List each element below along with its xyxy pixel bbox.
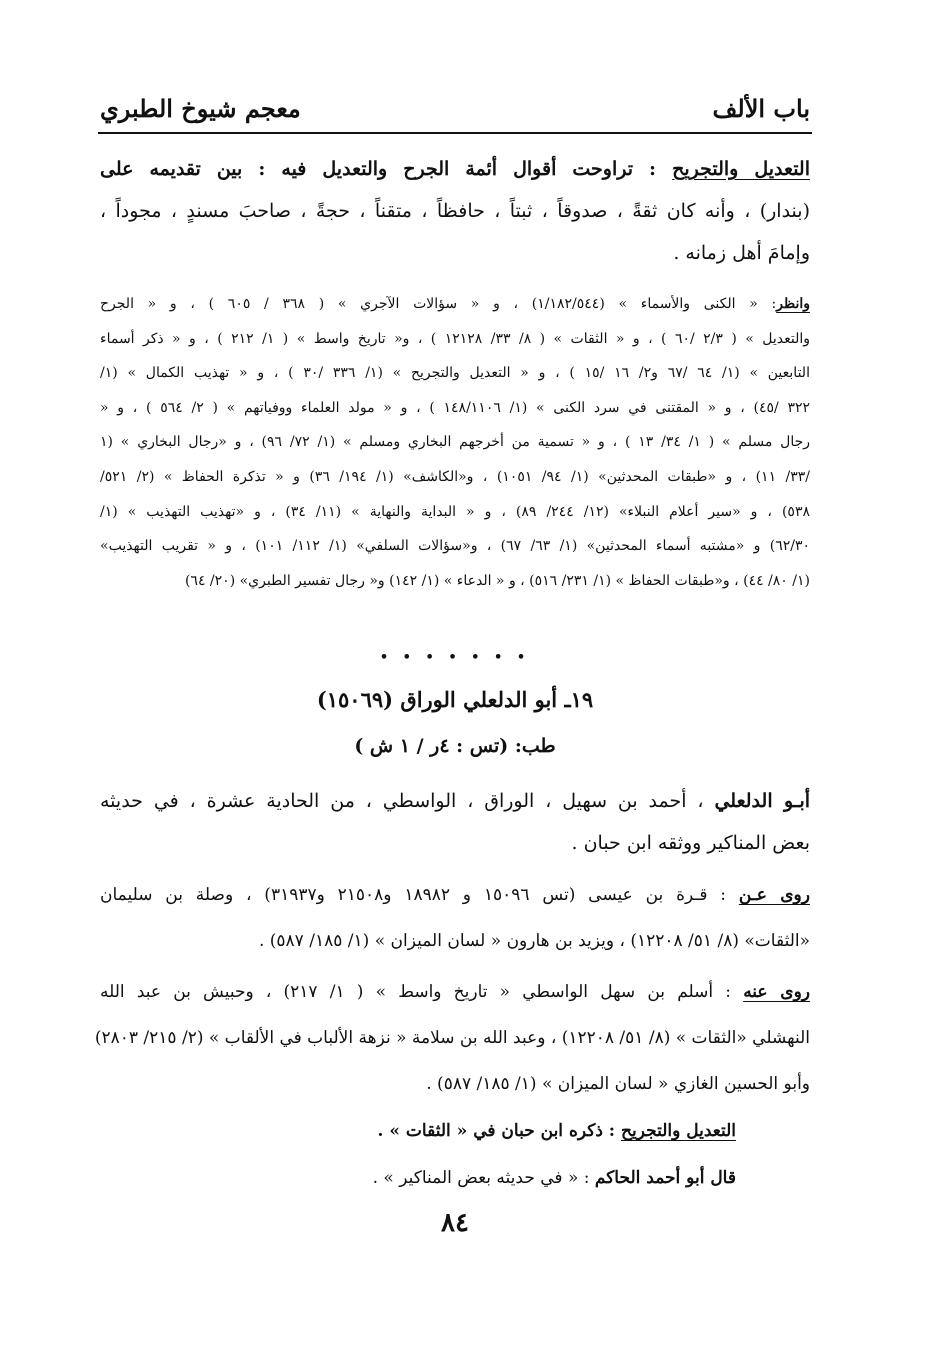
- reference-line: رجال مسلم » ( ١/ ٣٤/ ١٣ ) ، و « تسمية من أخرجهم البخاري ومسلم » (١/ ٧٢/ ٩٦) ، و «رجال البخاري » (١: [100, 434, 811, 451]
- text-line: النهشلي «الثقات » (٨/ ٥١/ ١٢٢٠٨) ، وعبد الله بن سلامة « نزهة الألباب في الألقاب » (٢/ ٢١٥/ ٢٨٠٣): [94, 1028, 810, 1048]
- text-fragment: : ذكره ابن حبان في « الثقات » .: [377, 1121, 622, 1141]
- entry-title: ١٩ـ أبو الدلعلي الوراق (١٥٠٦٩): [316, 687, 594, 712]
- section-separator: • • • • • • •: [379, 650, 531, 665]
- text-line: [100, 1155, 736, 1201]
- book-title: معجم شيوخ الطبري: [100, 93, 301, 123]
- reference-line: /٣٣/ ١١) ، و «طبقات المحدثين» (١/ ٩٤/ ١٠٥١) ، و«الكاشف» (١/ ١٩٤/ ٣٦) و « تذكرة الحفاظ » (٢/ ٥٢١/: [100, 468, 811, 485]
- text-line: [100, 780, 810, 822]
- entry19-students: [94, 969, 810, 1107]
- text-line: [100, 872, 810, 918]
- section-label: التعديل والتجريح: [621, 1121, 736, 1141]
- reference-line: ٥٣٨) ، و «سير أعلام النبلاء» (١٢/ ٢٤٤/ ٨٩) ، و « البداية والنهاية » (١١/ ٣٤) ، و «تهذيب التهذيب » (١/: [100, 503, 810, 520]
- entry19-teachers: [100, 872, 810, 964]
- text-line: بعض المناكير ووثقه ابن حبان .: [571, 832, 810, 854]
- header-rule: [98, 132, 812, 134]
- text-line: وإمامَ أهل زمانه .: [673, 242, 810, 264]
- section-label: روى عـن: [738, 885, 810, 905]
- text-fragment: : قـرة بن عيسى (تس ١٥٠٩٦ و ١٨٩٨٢ و٢١٥٠٨ و٣١٩٣٧) ، وصلة بن سليمان: [100, 885, 739, 905]
- entry19-jarh: [100, 1108, 736, 1154]
- page-number: ٨٤: [441, 1208, 469, 1238]
- reference-line: التابعين » (١/ ٦٤ /٦٧ و٢/ ١٦ /١٥ ) ، و « التعديل والتجريح » (١/ ٣٣٦ /٣٠ ) ، و « تهذيب الكمال » (١/: [100, 365, 810, 382]
- entry19-biography: [100, 780, 810, 864]
- section-label: التعديل والتجريح: [672, 158, 810, 180]
- reference-line: ٦٢/٣٠) و «مشتبه أسماء المحدثين» (١/ ٦٣/ ٦٧) ، و«سؤالات السلفي» (١/ ١١٢/ ١٠١) ، و « تقريب التهذيب»: [100, 538, 810, 555]
- entry18-jarh-paragraph: [100, 148, 810, 274]
- running-header: [100, 88, 810, 128]
- quote-attribution: قال أبو أحمد الحاكم: [594, 1168, 736, 1188]
- reference-line: ٣٢٢ /٤٥) ، و « المقتنى في سرد الكنى » (١/ ١٤٨/١١٠٦ ) ، و « مولد العلماء ووفياتهم » ( ٢/ ٥٦٤ ) ، و «: [100, 399, 811, 416]
- text-fragment: : تراوحت أقوال أئمة الجرح والتعديل فيه : بين تقديمه على: [100, 158, 673, 180]
- entry-code: طب: (تس : ٤ر / ١ ش ): [354, 735, 556, 757]
- reference-line: [100, 287, 810, 322]
- text-fragment: ، أحمد بن سهيل ، الوراق ، الواسطي ، من الحادية عشرة ، في حديثه: [100, 790, 715, 812]
- book-page: [94, 0, 811, 1370]
- entry19-hakim-quote: [100, 1155, 736, 1201]
- text-line: [100, 1108, 736, 1154]
- section-label: وانظر: [776, 296, 810, 312]
- chapter-title: باب الألف: [712, 93, 810, 123]
- text-line: وأبو الحسين الغازي « لسان الميزان » (١/ ١٨٥/ ٥٨٧) .: [426, 1074, 810, 1094]
- reference-line: والتعديل » ( ٢/٣ /٦٠ ) ، و « الثقات » ( ٨/ ٣٣/ ١٢١٢٨ ) ، و« تاريخ واسط » ( ١/ ٢١٢ ) ، و « ذكر أسماء: [100, 330, 810, 347]
- narrator-name: أبـو الدلعلي: [714, 790, 811, 812]
- reference-line: (١/ ٨٠/ ٤٤) ، و«طبقات الحفاظ » (١/ ٢٣١/ ٥١٦) ، و « الدعاء » (١/ ١٤٢) و« رجال تفسير الطبري» (٢٠/ ٦٤): [184, 572, 810, 589]
- text-fragment: : « الكنى والأسماء » (١/١٨٢/٥٤٤) ، و « سؤالات الآجري » ( ٣٦٨ / ٦٠٥ ) ، و « الجرح: [100, 296, 777, 312]
- text-line: [100, 969, 810, 1015]
- text-fragment: : أسلم بن سهل الواسطي « تاريخ واسط » ( ١/ ٢١٧) ، وحبيش بن عبد الله: [100, 982, 744, 1002]
- section-label: روى عنه: [743, 982, 810, 1002]
- text-fragment: : « في حديثه بعض المناكير » .: [372, 1168, 595, 1188]
- text-line: «الثقات» (٨/ ٥١/ ١٢٢٠٨) ، ويزيد بن هارون « لسان الميزان » (١/ ١٨٥/ ٥٨٧) .: [258, 931, 810, 951]
- text-line: [100, 148, 810, 190]
- entry18-references: [100, 287, 810, 598]
- text-line: (بندار) ، وأنه كان ثقةً ، صدوقاً ، ثبتاً ، حافظاً ، متقناً ، حجةً ، صاحبَ مسندٍ ، مجوداً ،: [100, 200, 810, 222]
